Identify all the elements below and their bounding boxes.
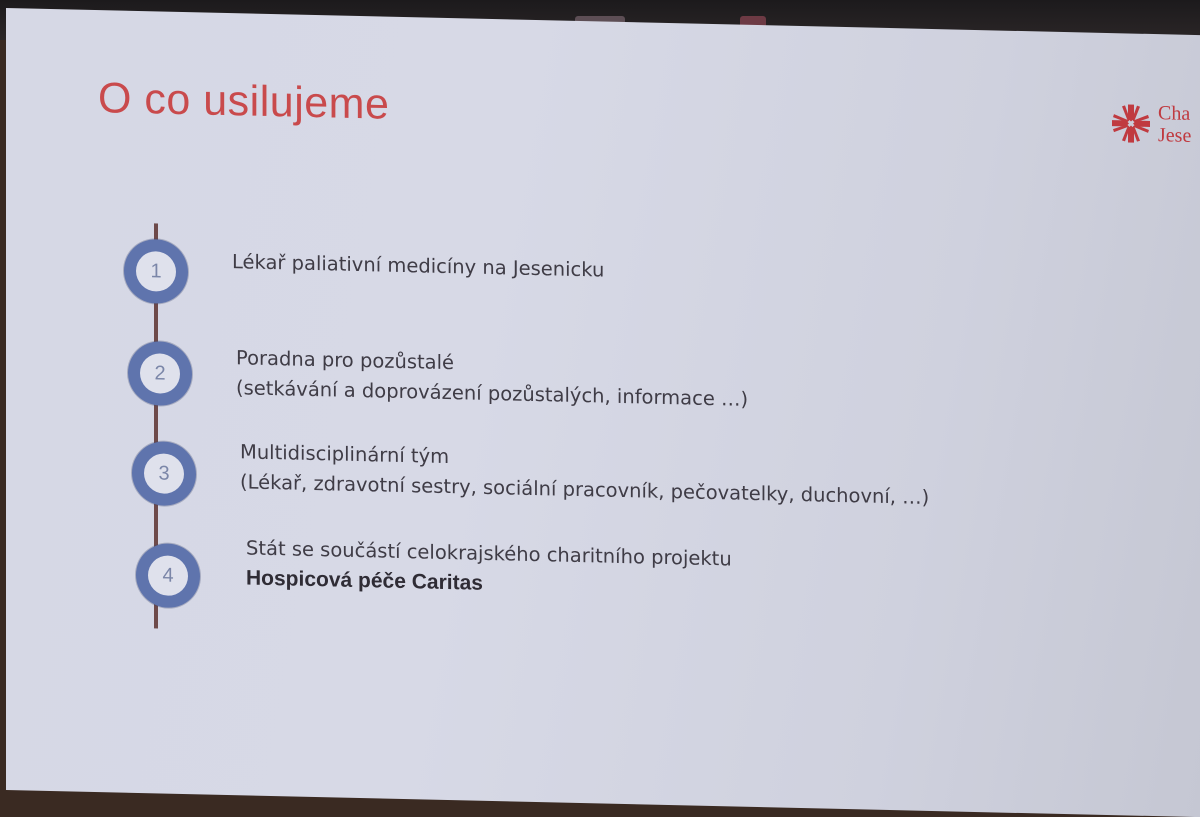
step-4-line2: Hospicová péče Caritas bbox=[246, 566, 483, 595]
step-number-badge bbox=[128, 341, 192, 406]
step-1-line1: Lékař paliativní medicíny na Jesenicku bbox=[232, 250, 605, 282]
logo-text-line2: Jese bbox=[1158, 124, 1192, 147]
step-number: 2 bbox=[140, 353, 180, 394]
step-3-text bbox=[240, 437, 929, 513]
step-number: 4 bbox=[148, 555, 188, 596]
step-2-line2: (setkávání a doprovázení pozůstalých, informace …) bbox=[236, 376, 749, 411]
step-4-line1: Stát se součástí celokrajského charitního projektu bbox=[246, 536, 732, 571]
presentation-slide bbox=[6, 8, 1200, 817]
timeline-step-4 bbox=[136, 543, 200, 608]
step-number: 1 bbox=[136, 251, 176, 292]
step-2-line1: Poradna pro pozůstalé bbox=[236, 346, 455, 375]
timeline-step-2 bbox=[128, 341, 192, 406]
caritas-cross-icon bbox=[1110, 102, 1152, 145]
step-number: 3 bbox=[144, 453, 184, 494]
logo-text-line1: Cha bbox=[1158, 102, 1191, 125]
timeline-step-1 bbox=[124, 239, 188, 304]
step-1-text bbox=[232, 247, 604, 285]
slide-title: O co usilujeme bbox=[98, 74, 390, 129]
step-3-line1: Multidisciplinární tým bbox=[240, 440, 450, 469]
caritas-logo bbox=[1110, 101, 1191, 147]
step-number-badge bbox=[132, 441, 196, 506]
step-number-badge bbox=[136, 543, 200, 608]
timeline-step-3 bbox=[132, 441, 196, 506]
step-3-line2: (Lékař, zdravotní sestry, sociální pracovník, pečovatelky, duchovní, …) bbox=[240, 470, 930, 509]
step-4-text bbox=[246, 533, 732, 604]
step-number-badge bbox=[124, 239, 188, 304]
step-2-text bbox=[236, 343, 748, 415]
